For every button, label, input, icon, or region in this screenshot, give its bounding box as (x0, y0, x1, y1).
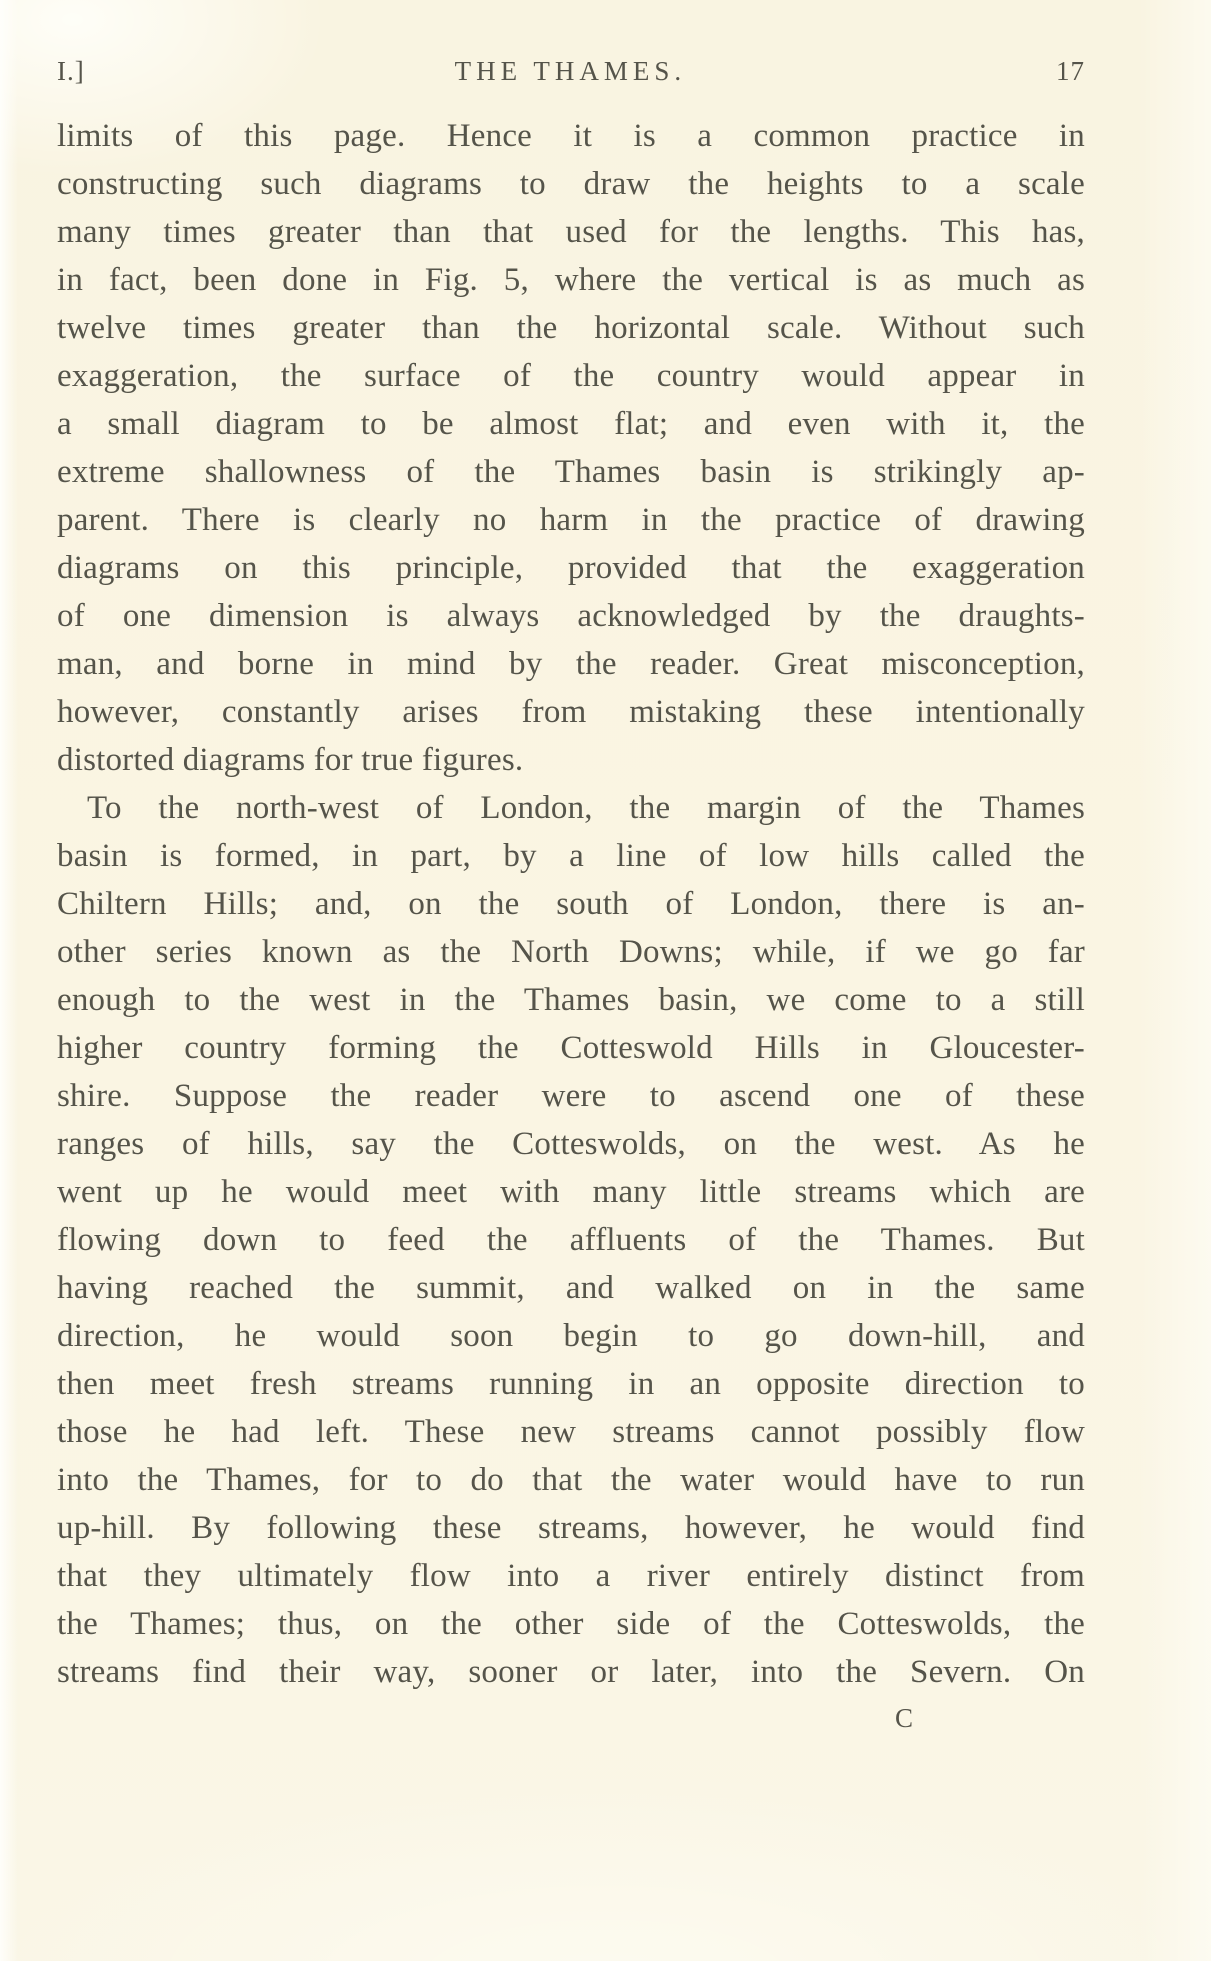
text-line: higher country forming the Cotteswold Hills in Gloucester- (57, 1030, 1085, 1066)
text-line: up-hill. By following these streams, however, he would find (57, 1510, 1085, 1546)
text-line: however, constantly arises from mistaking these intentionally (57, 694, 1085, 730)
text-line: Chiltern Hills; and, on the south of London, there is an- (57, 886, 1085, 922)
text-line: those he had left. These new streams cannot possibly flow (57, 1414, 1085, 1450)
text-line: limits of this page. Hence it is a common practice in (57, 118, 1085, 154)
text-line: the Thames; thus, on the other side of the Cotteswolds, the (57, 1606, 1085, 1642)
text-line: having reached the summit, and walked on in the same (57, 1270, 1085, 1306)
text-line: man, and borne in mind by the reader. Great misconception, (57, 646, 1085, 682)
text-line: other series known as the North Downs; while, if we go far (57, 934, 1085, 970)
text-line: flowing down to feed the affluents of the Thames. But (57, 1222, 1085, 1258)
text-line: distorted diagrams for true figures. (57, 742, 524, 778)
text-line: many times greater than that used for the lengths. This has, (57, 214, 1085, 250)
text-line: streams find their way, sooner or later, into the Severn. On (57, 1654, 1085, 1690)
text-line: that they ultimately flow into a river entirely distinct from (57, 1558, 1085, 1594)
text-line: of one dimension is always acknowledged by the draughts- (57, 598, 1085, 634)
text-line: in fact, been done in Fig. 5, where the vertical is as much as (57, 262, 1085, 298)
signature-mark: C (895, 1703, 915, 1733)
text-line: shire. Suppose the reader were to ascend one of these (57, 1078, 1085, 1114)
chapter-marker: I.] (57, 56, 85, 86)
page-body (57, 112, 1085, 1696)
text-line: constructing such diagrams to draw the heights to a scale (57, 166, 1085, 202)
text-line: To the north-west of London, the margin of the Thames (87, 790, 1085, 826)
text-line: basin is formed, in part, by a line of low hills called the (57, 838, 1085, 874)
text-line: into the Thames, for to do that the water would have to run (57, 1462, 1085, 1498)
running-title: THE THAMES. (454, 56, 687, 86)
text-line: extreme shallowness of the Thames basin is strikingly ap- (57, 454, 1085, 490)
text-line: enough to the west in the Thames basin, we come to a still (57, 982, 1085, 1018)
text-line: a small diagram to be almost flat; and even with it, the (57, 406, 1085, 442)
text-line: then meet fresh streams running in an opposite direction to (57, 1366, 1085, 1402)
text-line: went up he would meet with many little streams which are (57, 1174, 1085, 1210)
page-number: 17 (1056, 56, 1085, 86)
text-line: exaggeration, the surface of the country would appear in (57, 358, 1085, 394)
page-header (57, 54, 1085, 94)
text-line: parent. There is clearly no harm in the practice of drawing (57, 502, 1085, 538)
text-line: direction, he would soon begin to go down-hill, and (57, 1318, 1085, 1354)
text-line: twelve times greater than the horizontal scale. Without such (57, 310, 1085, 346)
text-line: ranges of hills, say the Cotteswolds, on the west. As he (57, 1126, 1085, 1162)
text-line: diagrams on this principle, provided that the exaggeration (57, 550, 1085, 586)
